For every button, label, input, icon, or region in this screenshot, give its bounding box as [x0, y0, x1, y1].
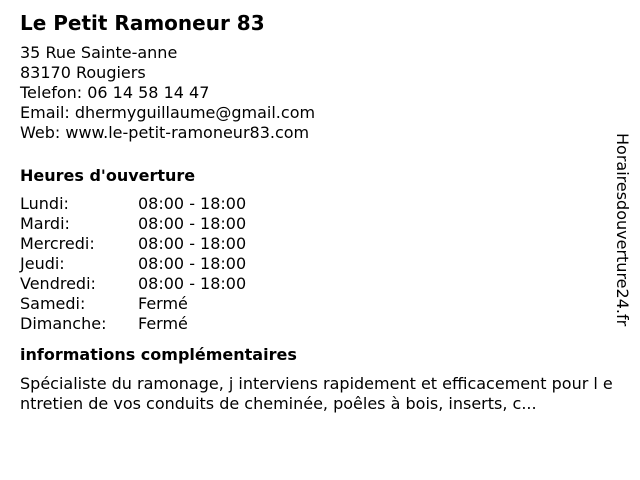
- phone-line: Telefon: 06 14 58 14 47: [20, 83, 210, 102]
- additional-info-heading: informations complémentaires: [20, 345, 297, 364]
- hours-value: Fermé: [138, 314, 188, 333]
- hours-value: 08:00 - 18:00: [138, 254, 247, 273]
- day-label: Samedi:: [20, 294, 86, 313]
- day-label: Jeudi:: [20, 254, 65, 273]
- hours-value: 08:00 - 18:00: [138, 274, 247, 293]
- day-label: Vendredi:: [20, 274, 96, 293]
- hours-row-lundi: [20, 194, 620, 214]
- address-line-1: 35 Rue Sainte-anne: [20, 43, 178, 62]
- opening-hours-table: [20, 194, 620, 334]
- hours-row-mardi: [20, 214, 620, 234]
- email-line: Email: dhermyguillaume@gmail.com: [20, 103, 316, 122]
- web-line: Web: www.le-petit-ramoneur83.com: [20, 123, 310, 142]
- business-description: Spécialiste du ramonage, j interviens rapidement et efficacement pour l entretien de vos conduits de cheminée, poêles à bois, inserts, c...: [20, 374, 613, 413]
- hours-value: 08:00 - 18:00: [138, 194, 247, 213]
- day-label: Mercredi:: [20, 234, 95, 253]
- hours-value: 08:00 - 18:00: [138, 234, 247, 253]
- opening-hours-heading: Heures d'ouverture: [20, 166, 196, 185]
- site-watermark: Horairesdouverture24.fr: [613, 133, 632, 327]
- hours-row-samedi: [20, 294, 620, 314]
- hours-row-jeudi: [20, 254, 620, 274]
- hours-row-dimanche: [20, 314, 620, 334]
- day-label: Dimanche:: [20, 314, 107, 333]
- hours-value: Fermé: [138, 294, 188, 313]
- business-name: Le Petit Ramoneur 83: [20, 11, 265, 35]
- day-label: Lundi:: [20, 194, 69, 213]
- day-label: Mardi:: [20, 214, 70, 233]
- hours-value: 08:00 - 18:00: [138, 214, 247, 233]
- hours-row-mercredi: [20, 234, 620, 254]
- business-card: [20, 10, 620, 414]
- hours-row-vendredi: [20, 274, 620, 294]
- address-line-2: 83170 Rougiers: [20, 63, 146, 82]
